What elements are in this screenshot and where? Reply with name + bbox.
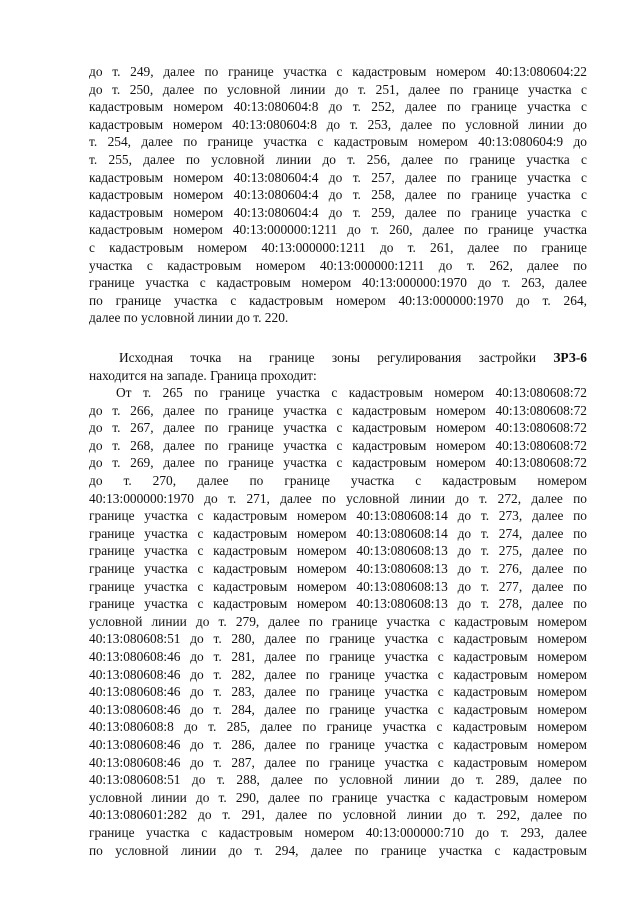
text-line: 40:13:080608:46 до т. 283, далее по границе участка с кадастровым номером	[89, 684, 587, 700]
paragraph-3	[89, 384, 587, 859]
text-line	[89, 349, 587, 367]
text-line: условной линии до т. 290, далее по границе участка с кадастровым номером	[89, 789, 587, 805]
text-line: 40:13:080608:46 до т. 287, далее по границе участка с кадастровым номером	[89, 754, 587, 770]
text-line: 40:13:080608:46 до т. 282, далее по границе участка с кадастровым номером	[89, 666, 587, 682]
text-line: границе участка с кадастровым номером 40:13:080608:14 до т. 273, далее по	[89, 508, 587, 524]
text-line: границе участка с кадастровым номером 40:13:080608:13 до т. 277, далее по	[89, 578, 587, 594]
paragraph-2	[89, 349, 587, 384]
text-line: до т. 266, далее по границе участка с кадастровым номером 40:13:080608:72	[89, 402, 587, 418]
document-page	[89, 63, 587, 859]
text-line: до т. 250, далее по условной линии до т. 251, далее по границе участка с	[89, 81, 587, 97]
text-line: т. 254, далее по границе участка с кадастровым номером 40:13:080604:9 до	[89, 134, 587, 150]
text-line: по условной линии до т. 294, далее по границе участка с кадастровым	[89, 842, 587, 858]
paragraph-1	[89, 63, 587, 327]
text-line: 40:13:000000:1970 до т. 271, далее по условной линии до т. 272, далее по	[89, 490, 587, 506]
text-line: кадастровым номером 40:13:080604:8 до т. 252, далее по границе участка с	[89, 99, 587, 115]
zone-code: ЗРЗ-6	[553, 349, 587, 365]
text-line: условной линии до т. 279, далее по границе участка с кадастровым номером	[89, 613, 587, 629]
text-line: т. 255, далее по условной линии до т. 256, далее по границе участка с	[89, 151, 587, 167]
text-line: кадастровым номером 40:13:000000:1211 до т. 260, далее по границе участка	[89, 222, 587, 238]
text-line: далее по условной линии до т. 220.	[89, 310, 289, 326]
text-line: кадастровым номером 40:13:080604:8 до т. 253, далее по условной линии до	[89, 116, 587, 132]
text-line: до т. 268, далее по границе участка с кадастровым номером 40:13:080608:72	[89, 437, 587, 453]
text-line: границе участка с кадастровым номером 40:13:080608:13 до т. 275, далее по	[89, 543, 587, 559]
text-line: 40:13:080608:8 до т. 285, далее по границе участка с кадастровым номером	[89, 719, 587, 735]
text-line: 40:13:080608:51 до т. 280, далее по границе участка с кадастровым номером	[89, 631, 587, 647]
text-line: границе участка с кадастровым номером 40:13:080608:13 до т. 276, далее по	[89, 561, 587, 577]
text-line: 40:13:080601:282 до т. 291, далее по условной линии до т. 292, далее по	[89, 807, 587, 823]
text-line: до т. 249, далее по границе участка с кадастровым номером 40:13:080604:22	[89, 64, 587, 79]
text-line: находится на западе. Граница проходит:	[89, 367, 317, 383]
text-line: От т. 265 по границе участка с кадастровым номером 40:13:080608:72	[116, 385, 587, 401]
text-line: 40:13:080608:51 до т. 288, далее по условной линии до т. 289, далее по	[89, 772, 587, 788]
text-line: участка с кадастровым номером 40:13:000000:1211 до т. 262, далее по	[89, 257, 587, 273]
text-line: кадастровым номером 40:13:080604:4 до т. 259, далее по границе участка с	[89, 204, 587, 220]
text-line: кадастровым номером 40:13:080604:4 до т. 258, далее по границе участка с	[89, 187, 587, 203]
intro-text: Исходная точка на границе зоны регулирования застройки	[119, 349, 537, 365]
text-line: границе участка с кадастровым номером 40:13:000000:1970 до т. 263, далее	[89, 275, 587, 291]
text-line: границе участка с кадастровым номером 40:13:000000:710 до т. 293, далее	[89, 824, 587, 840]
paragraph-gap	[89, 327, 587, 349]
text-line: с кадастровым номером 40:13:000000:1211 до т. 261, далее по границе	[89, 239, 587, 255]
text-line: кадастровым номером 40:13:080604:4 до т. 257, далее по границе участка с	[89, 169, 587, 185]
text-line: до т. 267, далее по границе участка с кадастровым номером 40:13:080608:72	[89, 420, 587, 436]
text-line: до т. 269, далее по границе участка с кадастровым номером 40:13:080608:72	[89, 455, 587, 471]
text-line: границе участка с кадастровым номером 40:13:080608:14 до т. 274, далее по	[89, 525, 587, 541]
text-line: 40:13:080608:46 до т. 281, далее по границе участка с кадастровым номером	[89, 649, 587, 664]
text-line: по границе участка с кадастровым номером 40:13:000000:1970 до т. 264,	[89, 292, 587, 308]
text-line: 40:13:080608:46 до т. 284, далее по границе участка с кадастровым номером	[89, 701, 587, 717]
text-line: 40:13:080608:46 до т. 286, далее по границе участка с кадастровым номером	[89, 736, 587, 752]
text-line: до т. 270, далее по границе участка с кадастровым номером	[89, 473, 587, 489]
text-line: границе участка с кадастровым номером 40:13:080608:13 до т. 278, далее по	[89, 596, 587, 612]
